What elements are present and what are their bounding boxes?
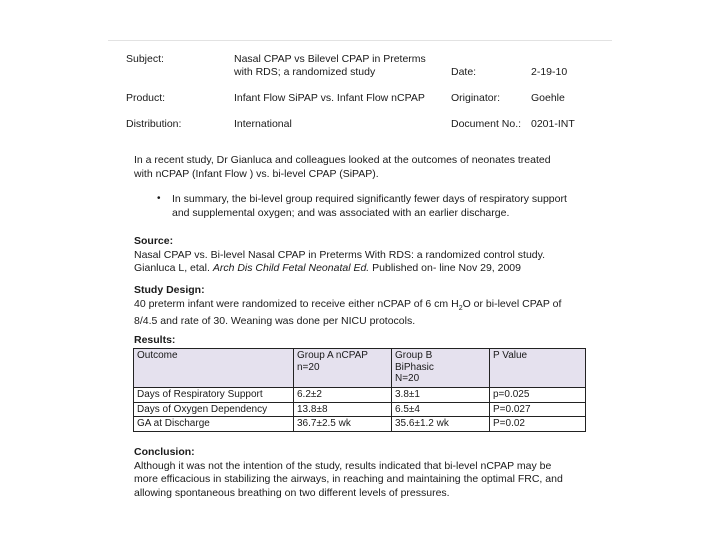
originator-label: Originator: <box>451 92 501 104</box>
conclusion-line-2: more efficacious in stabilizing the airways, in reaching and maintaining the optimal FRC, and <box>134 473 563 485</box>
source-title: Nasal CPAP vs. Bi-level Nasal CPAP in Preterms With RDS: a randomized control study. <box>134 248 546 261</box>
table-row <box>134 388 586 403</box>
source-section <box>134 235 604 276</box>
summary-paragraph <box>172 193 602 220</box>
row-outcome: GA at Discharge <box>134 417 294 432</box>
design-heading: Study Design: <box>134 284 205 296</box>
table-row <box>134 417 586 432</box>
header-outcome: Outcome <box>134 349 294 388</box>
source-published: Published on- line Nov 29, 2009 <box>372 262 521 274</box>
row-p-value: P=0.02 <box>490 417 586 432</box>
row-group-b: 35.6±1.2 wk <box>392 417 490 432</box>
row-group-a: 6.2±2 <box>294 388 392 403</box>
results-heading: Results: <box>134 334 176 346</box>
source-citation <box>134 262 604 276</box>
row-group-b: 3.8±1 <box>392 388 490 403</box>
intro-paragraph <box>134 154 604 181</box>
subject-line-1: Nasal CPAP vs Bilevel CPAP in Preterms <box>234 53 426 65</box>
row-p-value: P=0.027 <box>490 402 586 417</box>
row-p-value: p=0.025 <box>490 388 586 403</box>
distribution-value: International <box>234 118 292 130</box>
results-table <box>133 348 586 432</box>
header-group-a-line-1: Group A nCPAP <box>297 350 368 361</box>
header-group-a <box>294 349 392 388</box>
header-group-a-line-2: n=20 <box>297 361 320 373</box>
design-section <box>134 284 604 329</box>
intro-line-1: In a recent study, Dr Gianluca and colleagues looked at the outcomes of neonates treated <box>134 154 551 166</box>
design-line-1-end: O or bi-level CPAP of <box>462 297 562 310</box>
row-group-b: 6.5±4 <box>392 402 490 417</box>
bullet-dot: • <box>157 193 161 204</box>
table-row <box>134 402 586 417</box>
design-line-1 <box>134 298 604 316</box>
design-line-1-text: 40 preterm infant were randomized to receive either nCPAP of 6 cm H <box>134 297 459 310</box>
row-outcome: Days of Oxygen Dependency <box>134 402 294 417</box>
top-rule <box>108 40 612 41</box>
intro-line-2: with nCPAP (Infant Flow ) vs. bi-level CPAP (SiPAP). <box>134 167 379 180</box>
design-line-2: 8/4.5 and rate of 30. Weaning was done per NICU protocols. <box>134 315 416 328</box>
summary-line-1: In summary, the bi-level group required significantly fewer days of respiratory support <box>172 193 567 205</box>
conclusion-line-1: Although it was not the intention of the study, results indicated that bi-level nCPAP may be <box>134 459 552 472</box>
conclusion-heading: Conclusion: <box>134 446 195 458</box>
document-number-label: Document No.: <box>451 118 522 130</box>
design-subscript: 2 <box>458 304 463 312</box>
row-outcome: Days of Respiratory Support <box>134 388 294 403</box>
header-p-value: P Value <box>490 349 586 388</box>
summary-line-2: and supplemental oxygen; and was associated with an earlier discharge. <box>172 206 510 219</box>
table-header-row <box>134 349 586 388</box>
product-label: Product: <box>126 92 166 104</box>
source-journal: Arch Dis Child Fetal Neonatal Ed. <box>212 262 370 274</box>
date-value: 2-19-10 <box>531 66 568 78</box>
header-group-b-line-2: BiPhasic <box>395 361 434 373</box>
header-group-b <box>392 349 490 388</box>
header-group-b-line-3: N=20 <box>395 373 420 384</box>
header-group-b-line-1: Group B <box>395 350 433 361</box>
date-label: Date: <box>451 66 477 78</box>
source-heading: Source: <box>134 235 174 247</box>
row-group-a: 36.7±2.5 wk <box>294 417 392 432</box>
conclusion-line-3: allowing spontaneous breathing on two different levels of pressures. <box>134 486 450 499</box>
originator-value: Goehle <box>531 92 565 104</box>
subject-line-2: with RDS; a randomized study <box>234 66 376 78</box>
conclusion-section <box>134 446 609 500</box>
distribution-label: Distribution: <box>126 118 182 130</box>
row-group-a: 13.8±8 <box>294 402 392 417</box>
subject-label: Subject: <box>126 53 164 65</box>
product-value: Infant Flow SiPAP vs. Infant Flow nCPAP <box>234 92 425 104</box>
document-number-value: 0201-INT <box>531 118 575 130</box>
source-authors: Gianluca L, etal. <box>134 262 210 274</box>
